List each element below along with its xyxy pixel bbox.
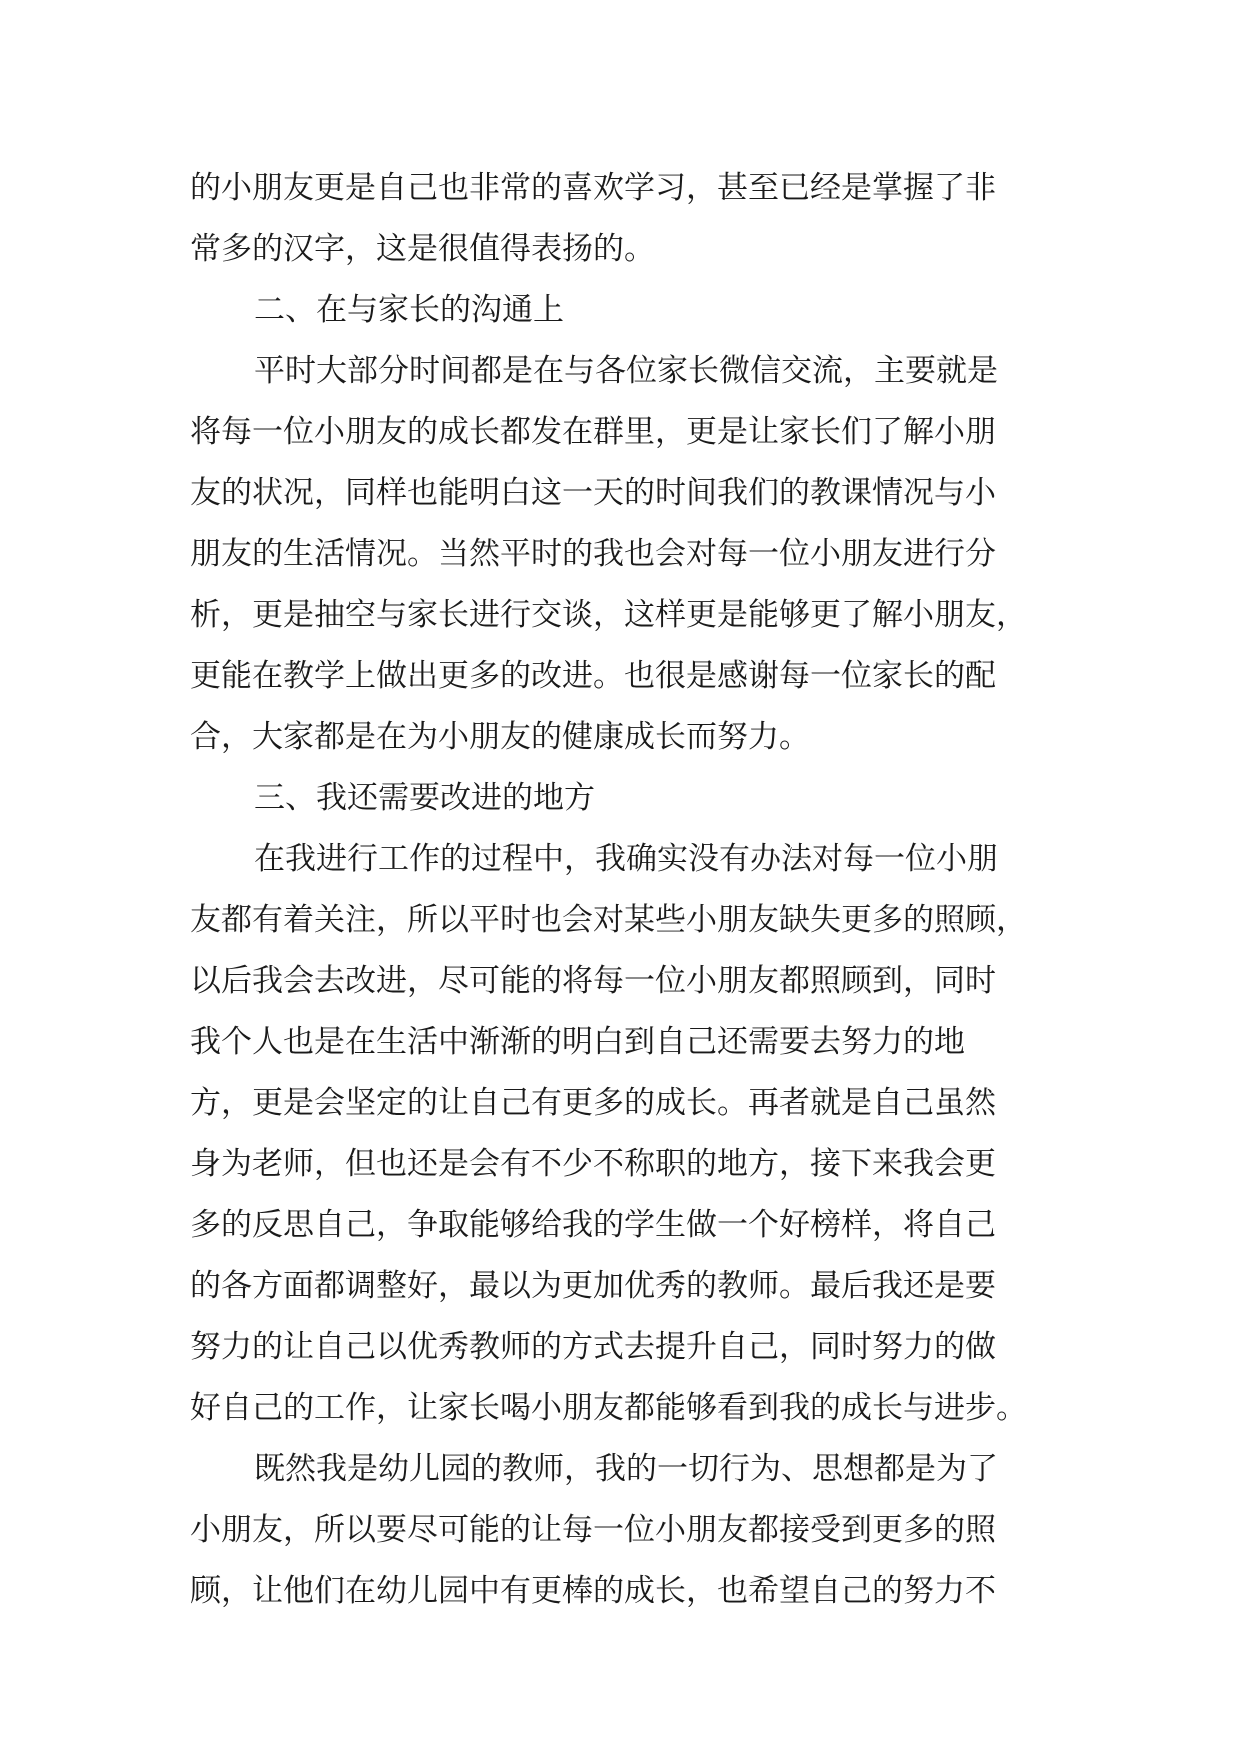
text-line: 小朋友，所以要尽可能的让每一位小朋友都接受到更多的照 [190, 1512, 996, 1548]
text-line: 将每一位小朋友的成长都发在群里，更是让家长们了解小朋 [190, 414, 996, 450]
text-line: 多的反思自己，争取能够给我的学生做一个好榜样，将自己 [190, 1207, 996, 1243]
text-line: 我个人也是在生活中渐渐的明白到自己还需要去努力的地 [190, 1024, 965, 1060]
text-line: 三、我还需要改进的地方 [254, 780, 595, 816]
text-line: 以后我会去改进，尽可能的将每一位小朋友都照顾到，同时 [190, 963, 996, 999]
text-line: 平时大部分时间都是在与各位家长微信交流，主要就是 [254, 353, 998, 389]
text-line: 好自己的工作，让家长喝小朋友都能够看到我的成长与进步。 [190, 1390, 1027, 1426]
text-line: 二、在与家长的沟通上 [254, 292, 564, 328]
text-line: 析，更是抽空与家长进行交谈，这样更是能够更了解小朋友， [190, 597, 1027, 633]
text-line: 的小朋友更是自己也非常的喜欢学习，甚至已经是掌握了非 [190, 170, 996, 206]
text-line: 的各方面都调整好，最以为更加优秀的教师。最后我还是要 [190, 1268, 996, 1304]
text-line: 方，更是会坚定的让自己有更多的成长。再者就是自己虽然 [190, 1085, 996, 1121]
document-body [190, 158, 1060, 1622]
text-line: 身为老师，但也还是会有不少不称职的地方，接下来我会更 [190, 1146, 996, 1182]
text-line: 更能在教学上做出更多的改进。也很是感谢每一位家长的配 [190, 658, 996, 694]
text-line: 友都有着关注，所以平时也会对某些小朋友缺失更多的照顾， [190, 902, 1027, 938]
text-line: 在我进行工作的过程中，我确实没有办法对每一位小朋 [254, 841, 998, 877]
text-line: 合，大家都是在为小朋友的健康成长而努力。 [190, 719, 810, 755]
text-line: 既然我是幼儿园的教师，我的一切行为、思想都是为了 [254, 1451, 998, 1487]
text-line: 朋友的生活情况。当然平时的我也会对每一位小朋友进行分 [190, 536, 996, 572]
text-line: 友的状况，同样也能明白这一天的时间我们的教课情况与小 [190, 475, 996, 511]
text-line: 努力的让自己以优秀教师的方式去提升自己，同时努力的做 [190, 1329, 996, 1365]
text-line: 常多的汉字，这是很值得表扬的。 [190, 231, 655, 267]
text-line: 顾，让他们在幼儿园中有更棒的成长，也希望自己的努力不 [190, 1573, 996, 1609]
